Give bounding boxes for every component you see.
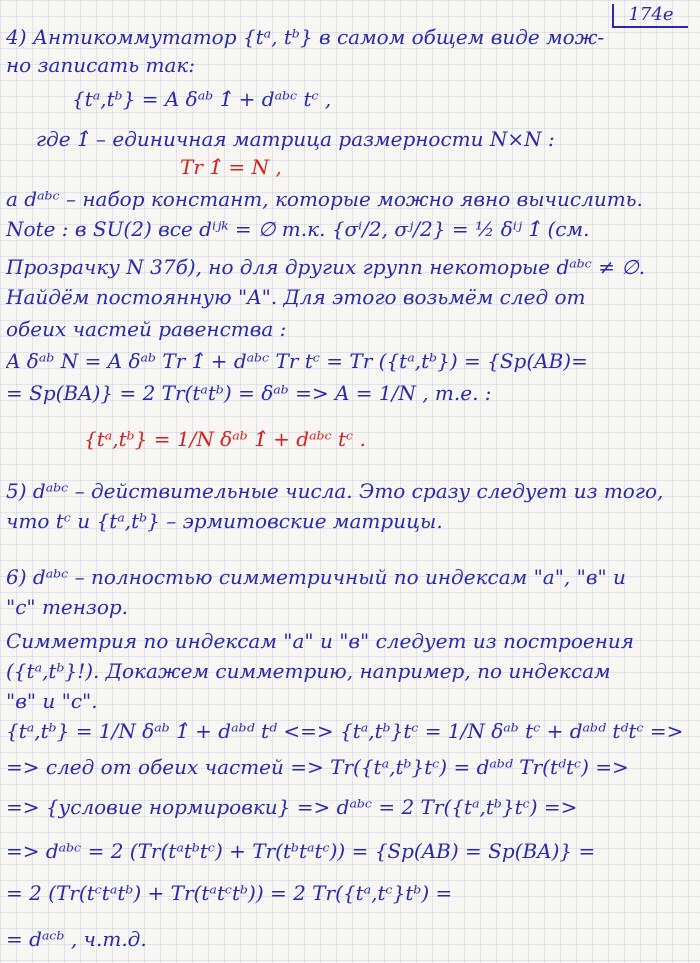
anticommutator-formula: {tᵃ,tᵇ} = A δᵃᵇ 1̂ + dᵃᵇᶜ tᶜ , — [72, 87, 332, 111]
item-4-line-2: но записать так: — [6, 53, 196, 77]
symmetry-line-3: "в" и "с". — [6, 689, 98, 713]
note-line-2: Прозрачку N 37б), но для других групп некоторые dᵃᵇᶜ ≠ ∅. — [6, 255, 646, 279]
page-number: 174e — [612, 4, 688, 28]
conclusion-line: = dᵃᶜᵇ , ч.т.д. — [6, 927, 147, 951]
trace-identity-formula: Tr 1̂ = N , — [180, 155, 282, 179]
both-sides-line: обеих частей равенства : — [6, 317, 287, 341]
anticommutator-result: {tᵃ,tᵇ} = 1/N δᵃᵇ 1̂ + dᵃᵇᶜ tᶜ . — [84, 427, 366, 451]
item-5-line-1: 5) dᵃᵇᶜ – действительные числа. Это сразу следует из того, — [6, 479, 664, 503]
item-4-line-1: 4) Антикоммутатор {tᵃ, tᵇ} в самом общем виде мож- — [6, 25, 605, 49]
item-6-line-2: "с" тензор. — [6, 595, 129, 619]
trace-derivation-line-2: = Sp(BA)} = 2 Tr(tᵃtᵇ) = δᵃᵇ => A = 1/N , т.е. : — [6, 381, 492, 405]
item-6-line-1: 6) dᵃᵇᶜ – полностью симметричный по индексам "а", "в" и — [6, 565, 626, 589]
find-constant-line: Найдём постоянную "A". Для этого возьмём след от — [6, 285, 586, 309]
identity-matrix-note: где 1̂ – единичная матрица размерности N×N : — [36, 127, 555, 151]
derivation-line-4: => dᵃᵇᶜ = 2 (Tr(tᵃtᵇtᶜ) + Tr(tᵇtᵃtᶜ)) = {Sp(AB) = Sp(BA)} = — [6, 839, 596, 863]
symmetry-line-2: ({tᵃ,tᵇ}!). Докажем симметрию, например, по индексам — [6, 659, 611, 683]
derivation-line-5: = 2 (Tr(tᶜtᵃtᵇ) + Tr(tᵃtᶜtᵇ)) = 2 Tr({tᵃ,tᶜ}tᵇ) = — [6, 881, 453, 905]
trace-derivation-line-1: A δᵃᵇ N = A δᵃᵇ Tr 1̂ + dᵃᵇᶜ Tr tᶜ = Tr ({tᵃ,tᵇ}) = {Sp(AB)= — [6, 349, 588, 373]
item-5-line-2: что tᶜ и {tᵃ,tᵇ} – эрмитовские матрицы. — [6, 509, 443, 533]
derivation-line-1: {tᵃ,tᵇ} = 1/N δᵃᵇ 1̂ + dᵃᵇᵈ tᵈ <=> {tᵃ,tᵇ}tᶜ = 1/N δᵃᵇ tᶜ + dᵃᵇᵈ tᵈtᶜ => — [6, 719, 684, 743]
constants-note: a dᵃᵇᶜ – набор констант, которые можно явно вычислить. — [6, 187, 643, 211]
derivation-line-3: => {условие нормировки} => dᵃᵇᶜ = 2 Tr({tᵃ,tᵇ}tᶜ) => — [6, 795, 578, 819]
derivation-line-2: => след от обеих частей => Tr({tᵃ,tᵇ}tᶜ) = dᵃᵇᵈ Tr(tᵈtᶜ) => — [6, 755, 629, 779]
note-line-1: Note : в SU(2) все dⁱʲᵏ = ∅ т.к. {σⁱ/2, σʲ/2} = ½ δⁱʲ 1̂ (см. — [6, 217, 590, 241]
symmetry-line-1: Симметрия по индексам "а" и "в" следует из построения — [6, 629, 635, 653]
